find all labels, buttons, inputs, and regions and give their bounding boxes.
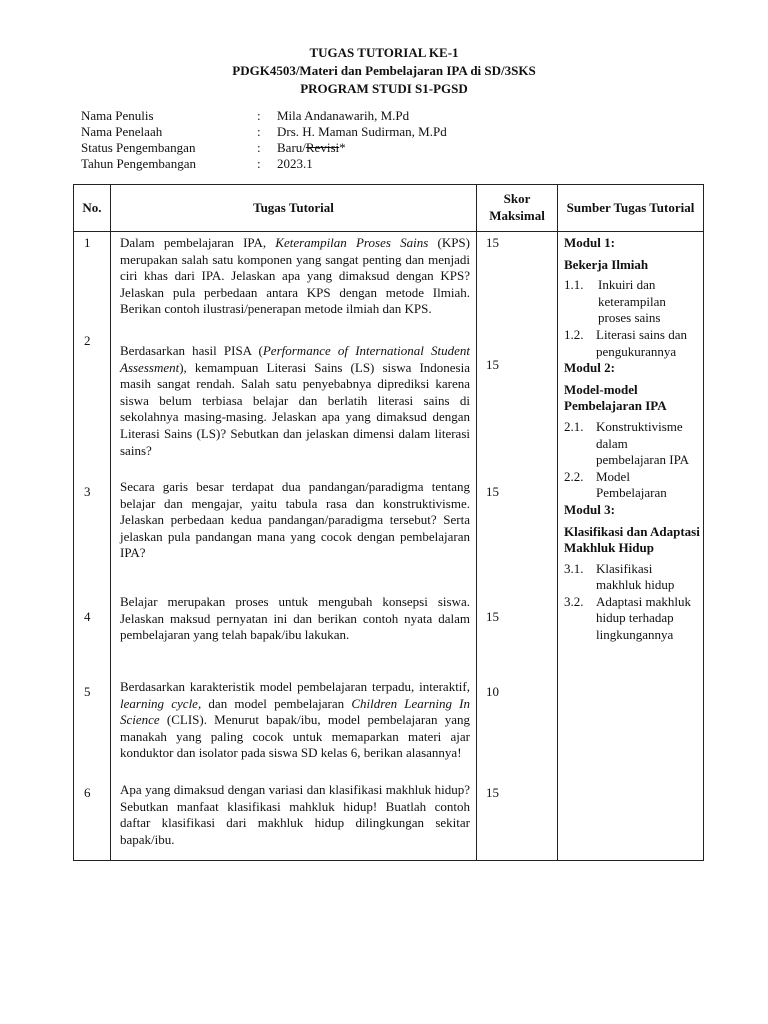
header-program: PROGRAM STUDI S1-PGSD [300, 81, 468, 96]
task-text-part: ), kemampuan Literasi Sains (LS) siswa Indonesia masih sangat rendah. Salah satu penyebabnya diprediksi karena siswa belum terbiasa belajar dan berlatih literasi sains di sekolahnya masing-masing. Jelaskan apa yang dimaksud dengan Literasi Sains (LS)? Sebutkan dan jelaskan dimensi dalam literasi sains? [120, 359, 470, 458]
table-body-row [74, 232, 704, 861]
task-text-italic: learning cycle, [120, 695, 202, 711]
info-row-author [81, 108, 447, 124]
list-item [564, 469, 700, 502]
info-value [277, 140, 346, 156]
score-5: 10 [486, 684, 499, 699]
info-colon: : [257, 108, 261, 123]
source-list [564, 235, 700, 644]
item-number: 2.2. [564, 468, 584, 484]
header-title: TUGAS TUTORIAL KE-1 [309, 45, 459, 60]
task-number-1: 1 [84, 235, 91, 250]
document-header [0, 44, 768, 98]
info-colon: : [257, 140, 261, 155]
item-text: Inkuiri dan keterampilan proses sains [598, 277, 666, 326]
task-text-3: Secara garis besar terdapat dua pandangan/paradigma tentang belajar dan mengajar, yaitu tabula rasa dan konstruktivisme. Jelaskan perbedaan kedua pandangan/paradigma tersebut? Serta jelaskan pula pandangan mana yang cocok dengan pembelajaran IPA? [120, 479, 470, 561]
task-text-part: Berdasarkan hasil PISA ( [120, 343, 263, 358]
info-label: Nama Penulis [81, 108, 154, 123]
score-1: 15 [486, 235, 499, 250]
info-colon: : [257, 156, 261, 171]
header-no: No. [74, 185, 111, 232]
item-number: 3.1. [564, 560, 584, 576]
score-column [477, 232, 558, 861]
task-text-part: Berdasarkan karakteristik model pembelajaran terpadu, interaktif, [120, 679, 470, 694]
item-text: Klasifikasi makhluk hidup [596, 560, 675, 593]
item-text: Literasi sains dan pengukurannya [596, 326, 687, 359]
score-2: 15 [486, 357, 499, 372]
module-3-title: Klasifikasi dan Adaptasi Makhluk Hidup [564, 523, 700, 556]
item-number: 1.2. [564, 326, 584, 342]
task-number-5: 5 [84, 684, 91, 699]
info-row-status [81, 140, 447, 156]
info-colon: : [257, 124, 261, 139]
item-text: Adaptasi makhluk hidup terhadap lingkungannya [596, 593, 691, 643]
task-number-4: 4 [84, 609, 91, 624]
task-text-part: Dalam pembelajaran IPA, [120, 235, 276, 250]
status-baru: Baru/ [277, 140, 306, 155]
task-text-part: (CLIS). Menurut bapak/ibu, model pembelajaran yang manakah yang paling cocok untuk memaparkan materi ajar konduktor dan isolator pada siswa SD kelas 6, berikan alasannya! [120, 712, 470, 761]
header-source: Sumber Tugas Tutorial [558, 185, 704, 232]
list-item [564, 327, 700, 360]
item-number: 2.1. [564, 418, 584, 434]
info-value: Mila Andanawarih, M.Pd [277, 108, 410, 123]
list-item [564, 594, 700, 644]
module-2-title: Model-model Pembelajaran IPA [564, 381, 667, 414]
info-row-reviewer [81, 124, 447, 140]
no-column [74, 232, 111, 861]
score-3: 15 [486, 484, 499, 499]
info-label: Nama Penelaah [81, 124, 163, 139]
status-revisi: Revisi [305, 140, 340, 155]
info-label: Tahun Pengembangan [81, 156, 196, 171]
list-item [564, 277, 700, 327]
info-value: 2023.1 [277, 156, 313, 171]
task-text-italic: Children Learning In Science [120, 695, 471, 728]
task-number-3: 3 [84, 484, 91, 499]
task-text-5 [120, 679, 470, 762]
item-number: 3.2. [564, 593, 584, 609]
task-number-6: 6 [84, 785, 91, 800]
module-2-items [564, 419, 700, 502]
task-text-part: dan model pembelajaran [201, 695, 352, 711]
module-2-label: Modul 2: [564, 360, 615, 376]
module-3-items [564, 561, 700, 644]
task-column [111, 232, 477, 861]
item-text: Konstruktivisme dalam pembelajaran IPA [596, 418, 690, 468]
task-text-4: Belajar merupakan proses untuk mengubah konsepsi siswa. Jelaskan maksud pernyatan ini dan berikan contoh nyata dalam pembelajaran yang telah bapak/ibu lakukan. [120, 594, 470, 643]
tutorial-table [73, 184, 704, 861]
task-text-italic: Keterampilan Proses Sains [275, 235, 429, 250]
module-1-title: Bekerja Ilmiah [564, 256, 649, 272]
task-text-1 [120, 235, 470, 318]
task-number-2: 2 [84, 333, 91, 348]
list-item [564, 419, 700, 469]
module-3-label: Modul 3: [564, 501, 615, 517]
header-score: Skor Maksimal [477, 185, 558, 232]
info-row-year [81, 156, 447, 172]
score-6: 15 [486, 785, 499, 800]
module-1-label: Modul 1: [564, 235, 615, 250]
item-number: 1.1. [564, 277, 584, 293]
module-1-items [564, 277, 700, 360]
header-course: PDGK4503/Materi dan Pembelajaran IPA di SD/3SKS [232, 63, 536, 78]
status-asterisk: * [339, 140, 346, 155]
task-text-6: Apa yang dimaksud dengan variasi dan klasifikasi makhluk hidup? Sebutkan manfaat klasifikasi mahkluk hidup! Buatlah contoh daftar klasifikasi dari makhluk hidup dilingkungan sekitar bapak/ibu. [120, 782, 470, 847]
task-text-2 [120, 343, 470, 459]
header-task: Tugas Tutorial [111, 185, 477, 232]
item-text: Model Pembelajaran [596, 468, 667, 501]
list-item [564, 561, 700, 594]
task-text-italic: Performance of International Student Assessment [120, 343, 470, 375]
score-4: 15 [486, 609, 499, 624]
source-column [558, 232, 704, 861]
info-value: Drs. H. Maman Sudirman, M.Pd [277, 124, 447, 139]
info-block [81, 108, 447, 172]
task-text-part: (KPS) merupakan salah satu komponen yang sangat penting dan menjadi ciri khas dari IPA. Jelaskan apa yang dimaksud dengan KPS? Jelaskan pula perbedaan antara KPS dengan metode Ilmiah. Berikan contoh ilustrasi/penerapan metode ilmiah dan KPS. [120, 235, 470, 317]
table-header-row [74, 185, 704, 232]
info-label: Status Pengembangan [81, 140, 196, 155]
